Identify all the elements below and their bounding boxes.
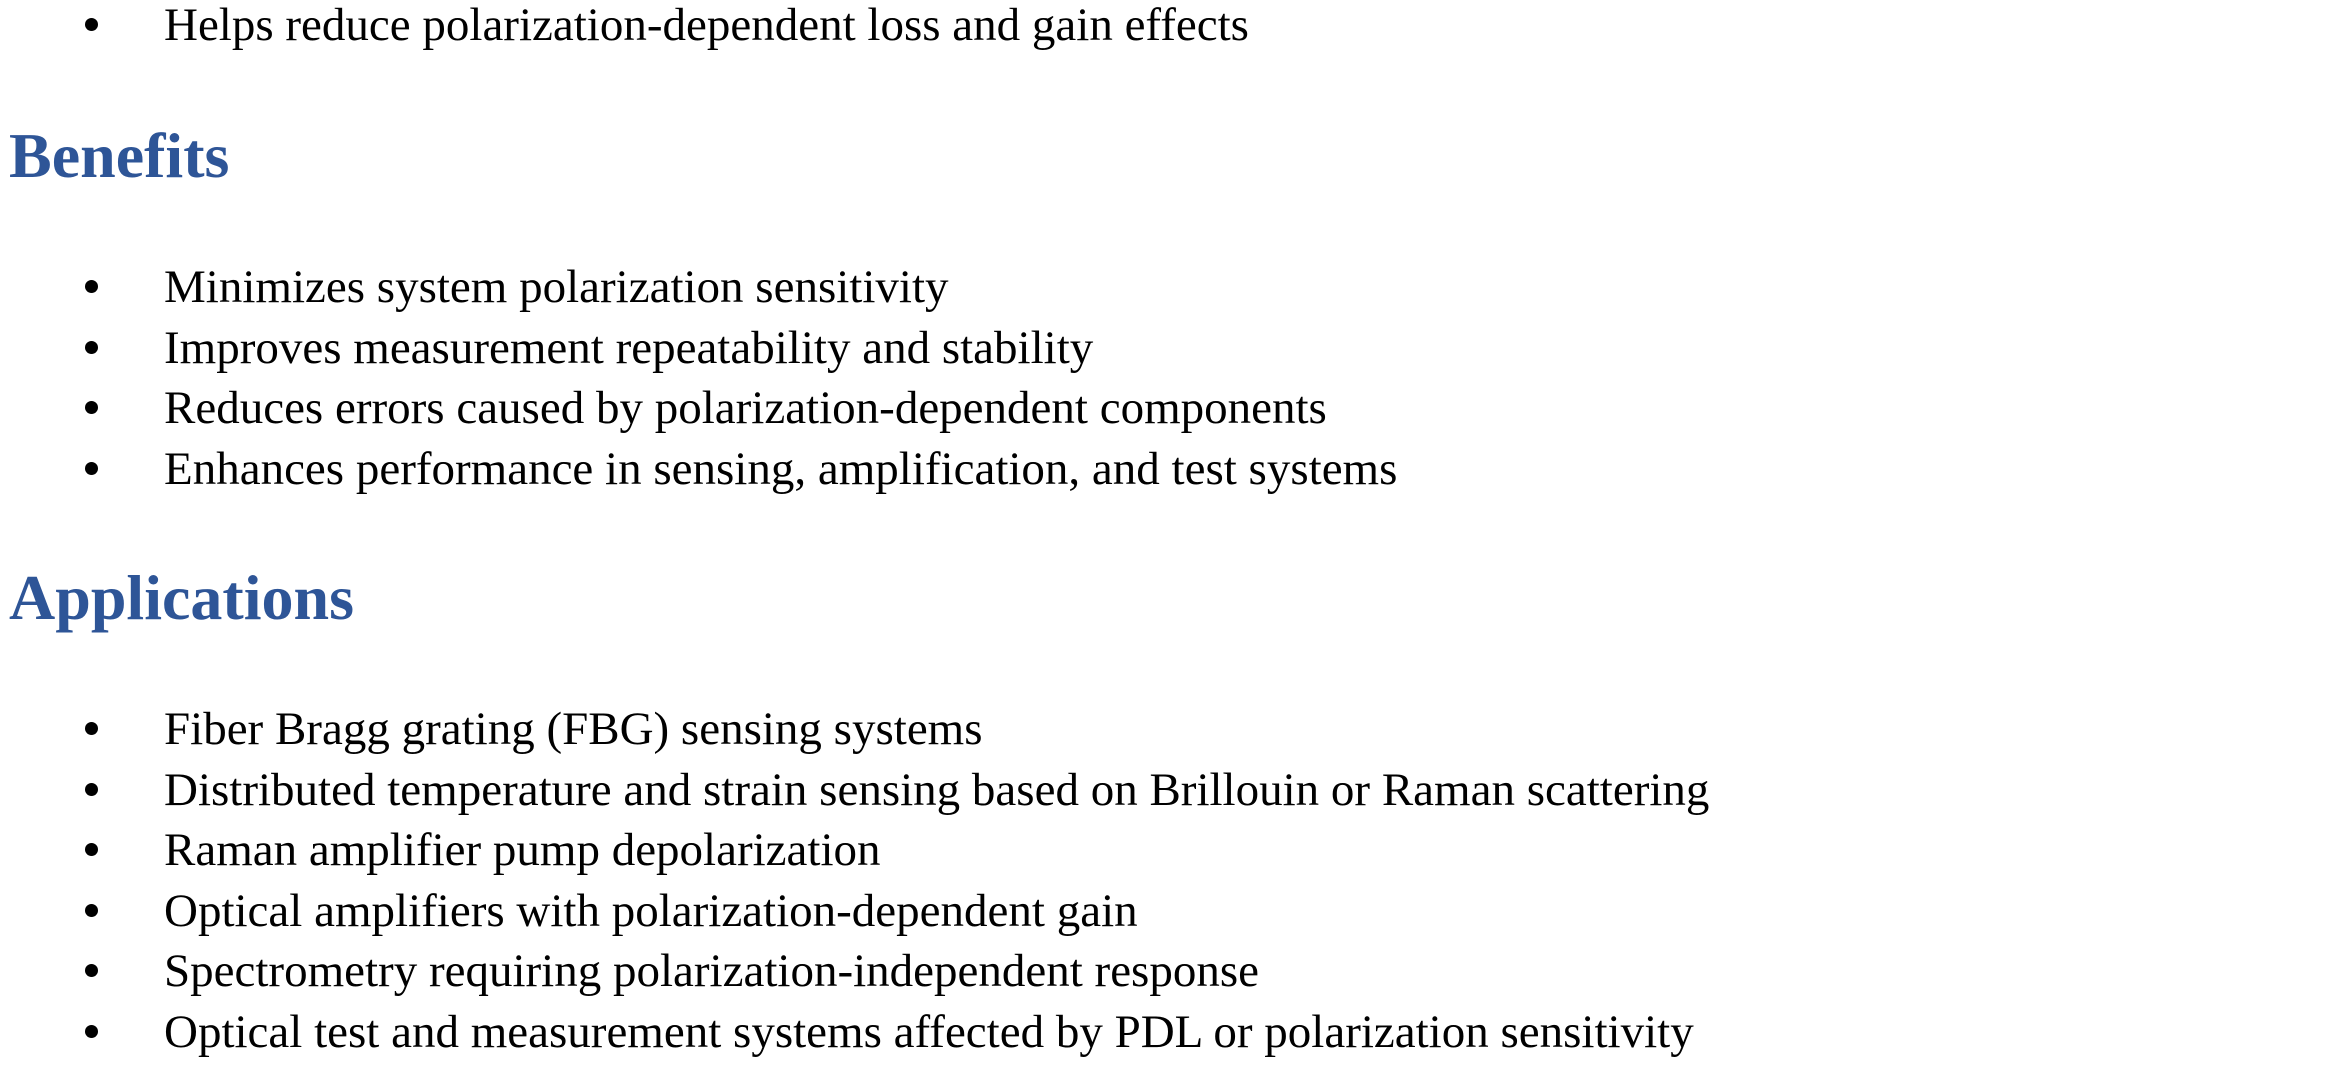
bullet-dot-icon (85, 722, 98, 735)
bullet-dot-icon (85, 462, 98, 475)
list-item-text: Spectrometry requiring polarization-independent response (164, 945, 1259, 997)
list-item-text: Optical test and measurement systems affected by PDL or polarization sensitivity (164, 1005, 1694, 1058)
bullet-dot-icon (85, 964, 98, 977)
list-item-text: Distributed temperature and strain sensing based on Brillouin or Raman scattering (164, 763, 1710, 816)
list-item-text: Enhances performance in sensing, amplification, and test systems (164, 442, 1398, 495)
bullet-dot-icon (85, 18, 98, 31)
list-item-text: Optical amplifiers with polarization-dependent gain (164, 884, 1138, 937)
list-item-text: Minimizes system polarization sensitivity (164, 261, 949, 313)
benefits-heading: Benefits (9, 120, 230, 191)
list-item-text: Helps reduce polarization-dependent loss and gain effects (164, 0, 1249, 51)
bullet-dot-icon (85, 401, 98, 414)
list-item-text: Raman amplifier pump depolarization (164, 824, 881, 876)
bullet-dot-icon (85, 1025, 98, 1038)
bullet-dot-icon (85, 904, 98, 917)
bullet-dot-icon (85, 843, 98, 856)
list-item-text: Improves measurement repeatability and stability (164, 321, 1094, 374)
bullet-dot-icon (85, 341, 98, 354)
list-item-text: Reduces errors caused by polarization-dependent components (164, 382, 1327, 434)
bullet-dot-icon (85, 783, 98, 796)
list-item-text: Fiber Bragg grating (FBG) sensing systems (164, 703, 983, 755)
applications-heading: Applications (9, 562, 354, 633)
bullet-dot-icon (85, 280, 98, 293)
